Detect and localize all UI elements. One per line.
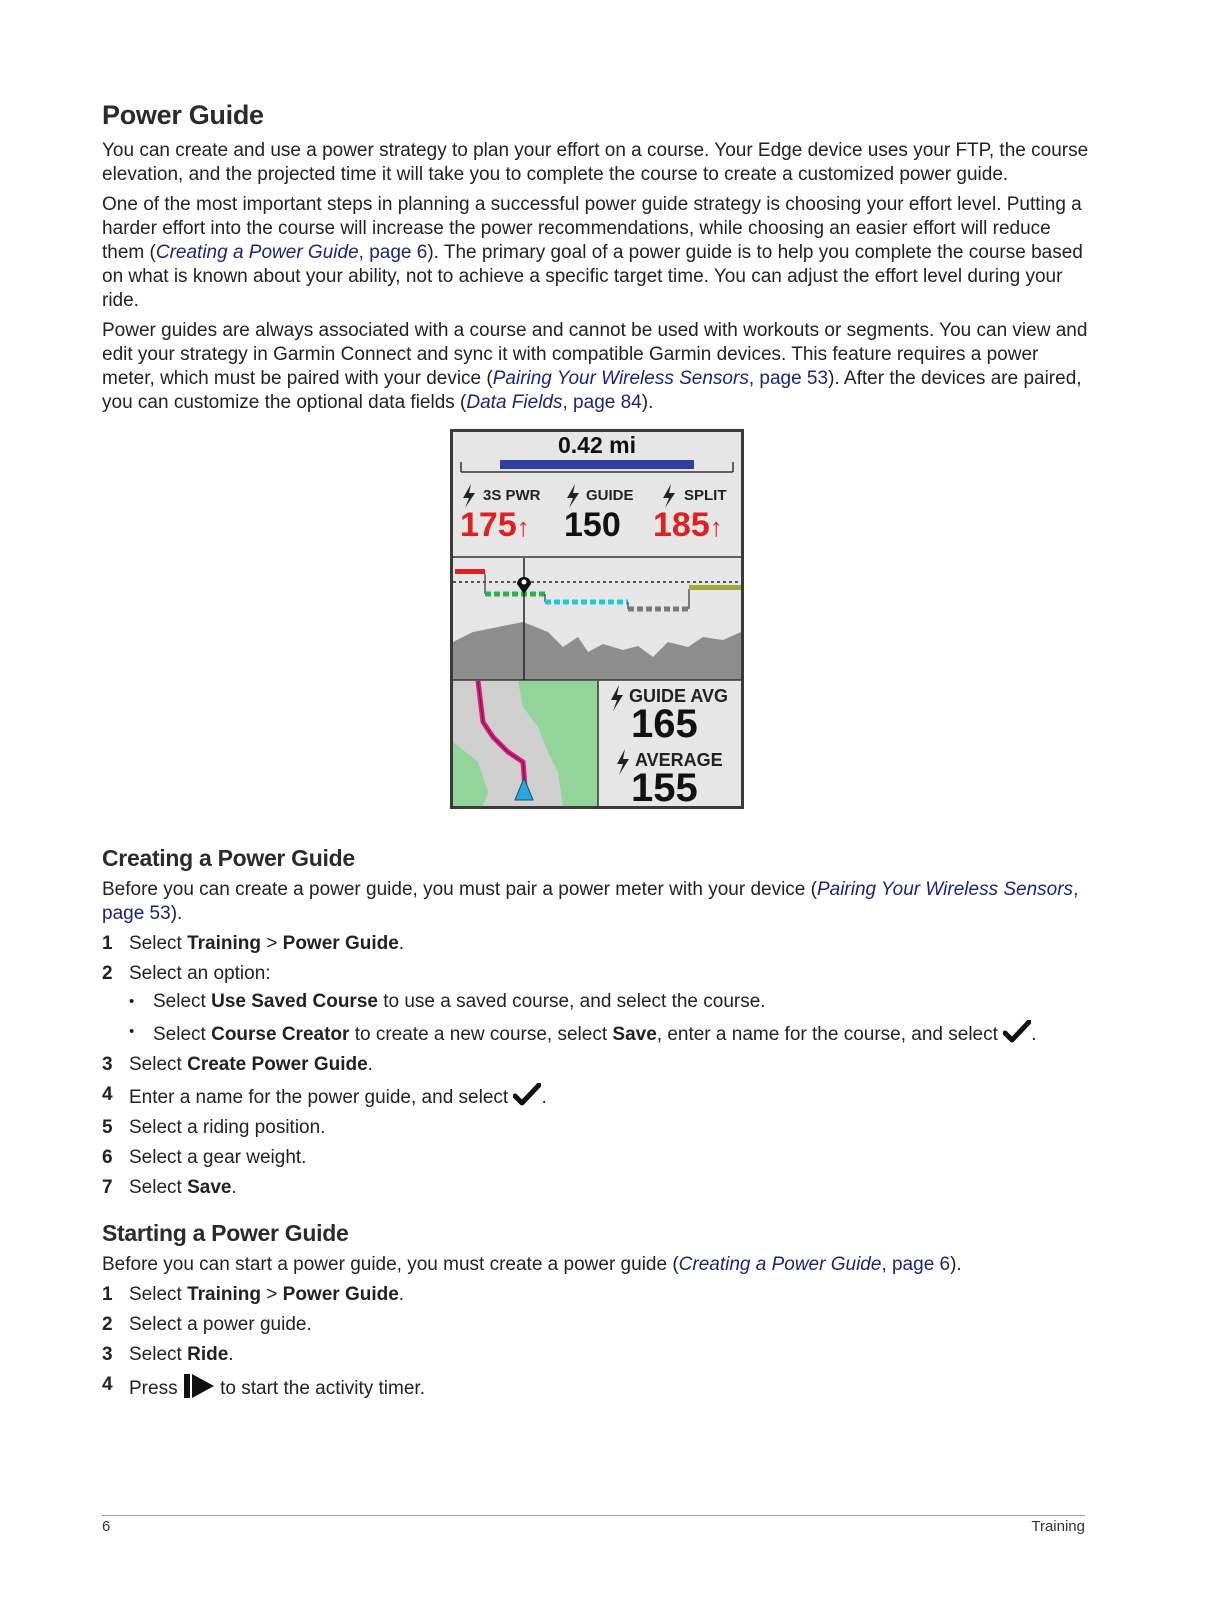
footer-section: Training [1031,1518,1085,1535]
distance-readout: 0.42 mi [558,432,636,458]
link-creating-power-guide[interactable]: Creating a Power Guide, page 6 [155,242,428,263]
lightning-icon [611,685,623,711]
device-screen-figure [450,429,744,809]
steps-list [102,932,1092,1200]
page-content [102,100,1092,1415]
footer-rule [102,1515,1085,1516]
section-title: Creating a Power Guide [102,845,355,871]
start-stop-icon [183,1373,215,1399]
lightning-icon [463,484,475,508]
link-creating-power-guide[interactable]: Creating a Power Guide, page 6 [678,1254,951,1275]
device-screen [450,429,744,809]
steps-list [102,1283,1092,1401]
step: 2 Select a power guide. [102,1314,312,1335]
link-data-fields[interactable]: Data Fields, page 84 [466,392,642,413]
metric-label-3s-pwr: 3S PWR [483,487,541,504]
section-starting-power-guide [102,1220,1092,1401]
arrow-up-icon: ↑ [516,512,530,542]
step: 4 Press to start the activity timer. [102,1374,425,1399]
metric-label-guide: GUIDE [586,487,634,504]
metric-value-3s-pwr: 175↑ [460,506,530,544]
progress-bar [500,460,694,469]
step: 7 Select Save. [102,1177,237,1198]
average-label: AVERAGE [635,750,723,770]
step: 5 Select a riding position. [102,1117,326,1138]
lightning-icon [663,484,675,508]
checkmark-icon [1003,1020,1031,1044]
section-title: Starting a Power Guide [102,1220,349,1246]
step: 3 Select Create Power Guide. [102,1054,373,1075]
step: 3 Select Ride. [102,1344,234,1365]
step: 1 Select Training > Power Guide. [102,933,405,954]
checkmark-icon [513,1083,541,1107]
lightning-icon [567,484,579,508]
paragraph-2: One of the most important steps in planning a successful power guide strategy is choosing your effort level. Putting a harder effort into the course will increase the power recommendations, while choosing an easier effort will reduce them (Creating a Power Guide, page 6). The primary goal of a power guide is to help you complete the course based on what is known about your ability, not to achieve a specific target time. You can adjust the effort level during your ride. [102,194,1083,311]
options-list [129,990,1092,1047]
intro: Before you can create a power guide, you must pair a power meter with your device (Pairing Your Wireless Sensors, page 53). [102,879,1079,924]
guide-avg-label: GUIDE AVG [629,686,729,706]
option: • Select Course Creator to create a new course, select Save, enter a name for the course, and select . [129,1020,1092,1047]
step: 6 Select a gear weight. [102,1147,307,1168]
option: • Select Use Saved Course to use a saved course, and select the course. [129,991,766,1012]
step: 2 Select an option: • Select Use Saved Course to use a saved course, and select the course. • Select Course Creator to create a new course, select Save, enter a name for the course, and select . [102,962,1092,1047]
step: 1 Select Training > Power Guide. [102,1284,405,1305]
section-power-guide [102,100,1092,415]
section-title: Power Guide [102,100,264,130]
metric-label-split: SPLIT [684,487,727,504]
step: 4 Enter a name for the power guide, and select . [102,1084,547,1108]
metric-value-split: 185↑ [653,506,723,544]
arrow-up-icon: ↑ [709,512,723,542]
lightning-icon [617,749,629,775]
page-number: 6 [102,1518,111,1535]
paragraph-1: You can create and use a power strategy to plan your effort on a course. Your Edge device uses your FTP, the course elevation, and the projected time it will take you to complete the course to create a customized power guide. [102,140,1089,185]
guide-avg-value: 165 [631,702,698,746]
average-value: 155 [631,766,698,809]
paragraph-3: Power guides are always associated with a course and cannot be used with workouts or segments. You can view and edit your strategy in Garmin Connect and sync it with compatible Garmin devices. This feature requires a power meter, which must be paired with your device (Pairing Your Wireless Sensors, page 53). After the devices are paired, you can customize the optional data fields (Data Fields, page 84). [102,320,1088,413]
link-pairing-sensors[interactable]: Pairing Your Wireless Sensors, page 53 [102,879,1079,924]
link-pairing-sensors[interactable]: Pairing Your Wireless Sensors, page 53 [492,368,829,389]
intro: Before you can start a power guide, you must create a power guide (Creating a Power Guide, page 6). [102,1254,962,1275]
section-creating-power-guide [102,845,1092,1200]
metric-value-guide: 150 [564,506,621,544]
